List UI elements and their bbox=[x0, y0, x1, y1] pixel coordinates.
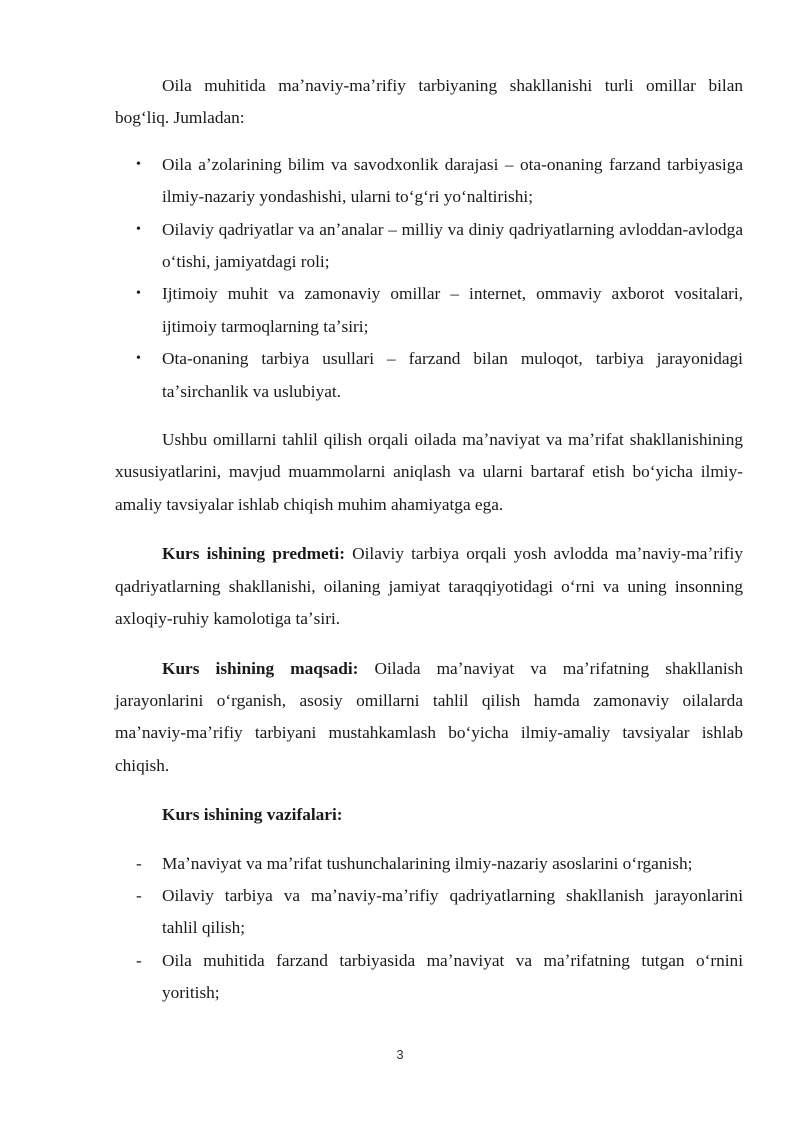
list-item bbox=[115, 278, 743, 343]
dash-icon: - bbox=[136, 885, 142, 905]
goal-label: Kurs ishining maqsadi: bbox=[162, 658, 359, 678]
bullet-icon: • bbox=[136, 286, 141, 302]
subject-paragraph bbox=[115, 538, 743, 635]
subject-label: Kurs ishining predmeti: bbox=[162, 544, 345, 564]
list-item-text: Ijtimoiy muhit va zamonaviy omillar – internet, ommaviy axborot vositalari, ijtimoiy tarmoqlarning taʼsiri; bbox=[162, 284, 743, 336]
list-item-text: Oilaviy qadriyatlar va anʼanalar – milliy va diniy qadriyatlarning avloddan-avlodga oʻtishi, jamiyatdagi roli; bbox=[162, 219, 743, 272]
tasks-list bbox=[115, 848, 743, 1010]
goal-paragraph bbox=[115, 653, 743, 783]
bullet-icon: • bbox=[136, 351, 141, 367]
tasks-heading: Kurs ishining vazifalari: bbox=[162, 805, 343, 825]
list-item bbox=[115, 149, 743, 214]
list-item-text: Maʼnaviyat va maʼrifat tushunchalarining ilmiy-nazariy asoslarini oʻrganish; bbox=[162, 853, 693, 873]
dash-icon: - bbox=[136, 853, 142, 873]
bullet-icon: • bbox=[136, 156, 141, 172]
analysis-paragraph: Ushbu omillarni tahlil qilish orqali oilada maʼnaviyat va maʼrifat shakllanishining xususiyatlarini, mavjud muammolarni aniqlash va ularni bartaraf etish boʻyicha ilmiy-amaliy tavsiyalar ishlab chiqish muhim ahamiyatga ega. bbox=[115, 430, 743, 514]
list-item bbox=[115, 880, 743, 945]
goal-text: Oilada maʼnaviyat va maʼrifatning shakllanish jarayonlarini oʻrganish, asosiy omillarni tahlil qilish hamda zamonaviy oilalarda maʼnaviy-maʼrifiy tarbiyani mustahkamlash boʻyicha ilmiy-amaliy tavsiyalar ishlab chiqish. bbox=[115, 658, 744, 775]
list-item bbox=[115, 848, 743, 880]
list-item-text: Oila muhitida farzand tarbiyasida maʼnaviyat va maʼrifatning tutgan oʻrnini yoritish; bbox=[162, 950, 743, 1003]
list-item bbox=[115, 343, 743, 408]
page-body bbox=[115, 70, 743, 1010]
list-item bbox=[115, 214, 743, 279]
factors-list bbox=[115, 149, 743, 408]
dash-icon: - bbox=[136, 950, 142, 970]
bullet-icon: • bbox=[136, 221, 141, 237]
subject-text: Oilaviy tarbiya orqali yosh avlodda maʼnaviy-maʼrifiy qadriyatlarning shakllanishi, oilaning jamiyat taraqqiyotidagi oʻrni va uning insonning axloqiy-ruhiy kamolotiga taʼsiri. bbox=[115, 544, 743, 629]
list-item-text: Oilaviy tarbiya va maʼnaviy-maʼrifiy qadriyatlarning shakllanish jarayonlarini tahlil qilish; bbox=[162, 885, 743, 938]
intro-paragraph: Oila muhitida maʼnaviy-maʼrifiy tarbiyaning shakllanishi turli omillar bilan bogʻliq. Jumladan: bbox=[115, 76, 743, 128]
page-number: 3 bbox=[396, 1047, 404, 1062]
list-item-text: Oila aʼzolarining bilim va savodxonlik darajasi – ota-onaning farzand tarbiyasiga ilmiy-nazariy yondashishi, ularni toʻgʻri yoʻnaltirishi; bbox=[162, 154, 743, 207]
list-item-text: Ota-onaning tarbiya usullari – farzand bilan muloqot, tarbiya jarayonidagi taʼsirchanlik va uslubiyat. bbox=[162, 349, 743, 401]
list-item bbox=[115, 945, 743, 1010]
